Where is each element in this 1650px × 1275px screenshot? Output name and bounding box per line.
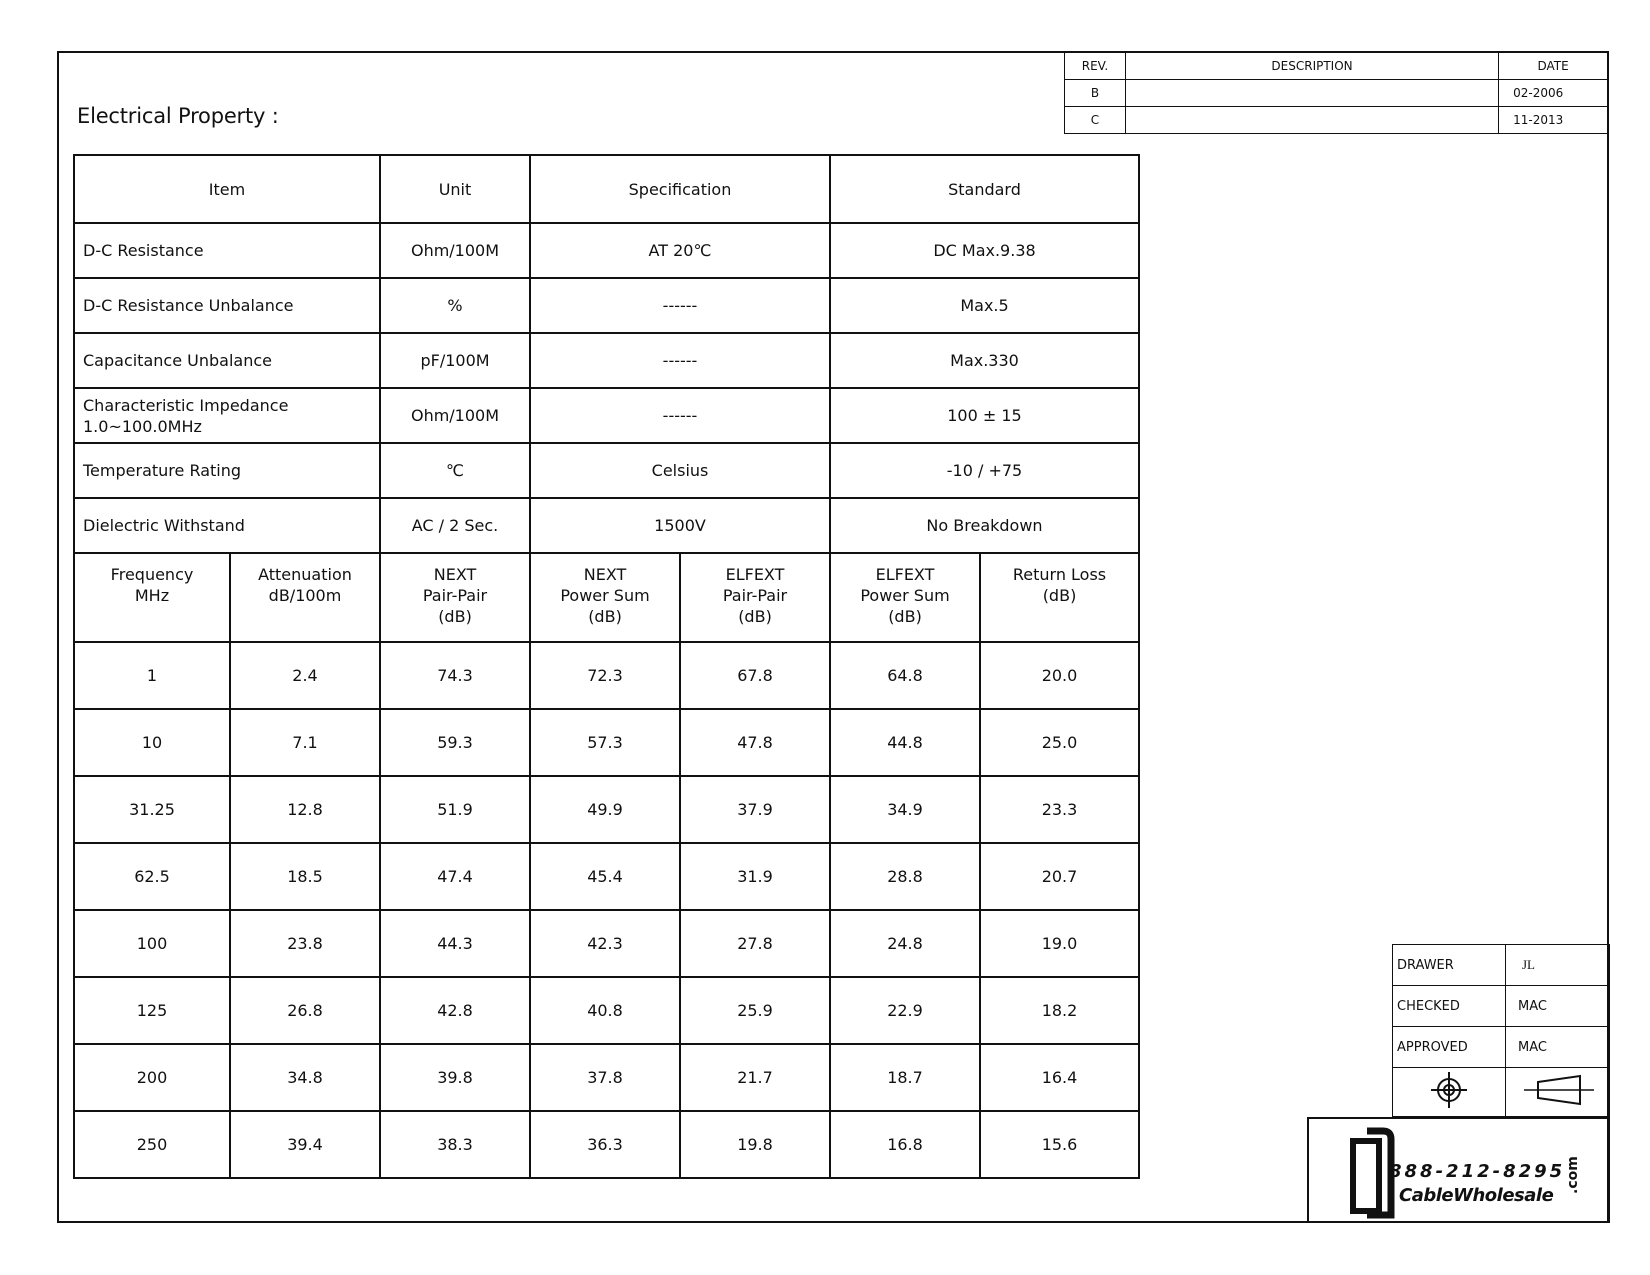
elfext-powersum-cell: 34.9: [830, 776, 980, 843]
attenuation-cell: 7.1: [230, 709, 380, 776]
projection-symbols-row: [1393, 1068, 1610, 1117]
unit-cell: Ohm/100M: [380, 223, 530, 278]
header-line: (dB): [888, 606, 922, 626]
drawer-value: JL: [1506, 945, 1610, 986]
date-header: DATE: [1499, 53, 1608, 80]
header-line: NEXT: [433, 564, 477, 584]
unit-cell: Ohm/100M: [380, 388, 530, 443]
date-cell: 11-2013: [1499, 107, 1608, 134]
item-cell: Capacitance Unbalance: [74, 333, 380, 388]
next-pair-cell: 39.8: [380, 1044, 530, 1111]
standard-cell: DC Max.9.38: [830, 223, 1139, 278]
elfext-pair-cell: 67.8: [680, 642, 830, 709]
property-row: [74, 498, 1139, 553]
header-line: ELFEXT: [725, 564, 785, 584]
spec-cell: ------: [530, 278, 830, 333]
next-powersum-cell: 72.3: [530, 642, 680, 709]
projection-cone-icon: [1506, 1068, 1610, 1117]
revision-row: [1065, 80, 1608, 107]
elfext-powersum-cell: 24.8: [830, 910, 980, 977]
elfext-pair-cell: 37.9: [680, 776, 830, 843]
return-loss-cell: 25.0: [980, 709, 1139, 776]
logo-suffix: .com: [1565, 1156, 1581, 1194]
item-cell: D-C Resistance Unbalance: [74, 278, 380, 333]
frequency-header-row: [74, 553, 1139, 642]
attenuation-cell: 12.8: [230, 776, 380, 843]
company-logo: [1307, 1117, 1610, 1223]
elfext-powersum-cell: 18.7: [830, 1044, 980, 1111]
next-powersum-cell: 36.3: [530, 1111, 680, 1178]
spec-cell: ------: [530, 333, 830, 388]
elfext-powersum-cell: 64.8: [830, 642, 980, 709]
header-line: Return Loss: [1012, 564, 1107, 584]
spec-cell: 1500V: [530, 498, 830, 553]
elfext-pair-cell: 21.7: [680, 1044, 830, 1111]
frequency-row: [74, 1111, 1139, 1178]
next-powersum-cell: 45.4: [530, 843, 680, 910]
spec-cell: Celsius: [530, 443, 830, 498]
return-loss-header: [980, 553, 1139, 642]
header-line: ELFEXT: [875, 564, 935, 584]
frequency-row: [74, 910, 1139, 977]
frequency-row: [74, 1044, 1139, 1111]
item-cell: D-C Resistance: [74, 223, 380, 278]
standard-cell: Max.330: [830, 333, 1139, 388]
item-cell: Dielectric Withstand: [74, 498, 380, 553]
return-loss-cell: 20.0: [980, 642, 1139, 709]
header-line: NEXT: [583, 564, 627, 584]
header-line: Frequency: [110, 564, 194, 584]
return-loss-cell: 23.3: [980, 776, 1139, 843]
next-pair-cell: 74.3: [380, 642, 530, 709]
frequency-header: [74, 553, 230, 642]
next-powersum-cell: 40.8: [530, 977, 680, 1044]
frequency-cell: 10: [74, 709, 230, 776]
header-line: dB/100m: [268, 585, 342, 605]
attenuation-cell: 34.8: [230, 1044, 380, 1111]
frequency-row: [74, 709, 1139, 776]
elfext-powersum-cell: 28.8: [830, 843, 980, 910]
header-line: Power Sum: [560, 585, 650, 605]
item-header: Item: [74, 155, 380, 223]
spec-cell: AT 20℃: [530, 223, 830, 278]
frequency-cell: 62.5: [74, 843, 230, 910]
next-powersum-header: [530, 553, 680, 642]
elfext-powersum-header: [830, 553, 980, 642]
frequency-table: [73, 552, 1140, 1179]
frequency-row: [74, 776, 1139, 843]
projection-target-icon: [1393, 1068, 1506, 1117]
property-table: [73, 154, 1140, 554]
next-pair-cell: 38.3: [380, 1111, 530, 1178]
unit-cell: ℃: [380, 443, 530, 498]
property-row: [74, 278, 1139, 333]
frequency-row: [74, 843, 1139, 910]
header-line: MHz: [134, 585, 170, 605]
specification-header: Specification: [530, 155, 830, 223]
next-pair-cell: 51.9: [380, 776, 530, 843]
approval-row: [1393, 986, 1610, 1027]
date-cell: 02-2006: [1499, 80, 1608, 107]
property-row: [74, 223, 1139, 278]
next-powersum-cell: 57.3: [530, 709, 680, 776]
standard-header: Standard: [830, 155, 1139, 223]
unit-cell: AC / 2 Sec.: [380, 498, 530, 553]
checked-value: MAC: [1506, 986, 1610, 1027]
description-header: DESCRIPTION: [1125, 53, 1498, 80]
standard-cell: -10 / +75: [830, 443, 1139, 498]
standard-cell: Max.5: [830, 278, 1139, 333]
description-cell: [1125, 107, 1498, 134]
header-line: Pair-Pair: [722, 585, 788, 605]
frequency-cell: 125: [74, 977, 230, 1044]
property-row: [74, 388, 1139, 443]
next-powersum-cell: 49.9: [530, 776, 680, 843]
property-row: [74, 333, 1139, 388]
frequency-cell: 250: [74, 1111, 230, 1178]
attenuation-cell: 2.4: [230, 642, 380, 709]
revision-table: [1064, 52, 1608, 134]
frequency-row: [74, 977, 1139, 1044]
header-line: Power Sum: [860, 585, 950, 605]
unit-header: Unit: [380, 155, 530, 223]
item-cell: Temperature Rating: [74, 443, 380, 498]
revision-row: [1065, 107, 1608, 134]
rev-header: REV.: [1065, 53, 1126, 80]
header-line: Attenuation: [258, 564, 352, 584]
next-powersum-cell: 37.8: [530, 1044, 680, 1111]
elfext-powersum-cell: 44.8: [830, 709, 980, 776]
item-cell: Characteristic Impedance 1.0~100.0MHz: [74, 388, 380, 443]
elfext-powersum-cell: 16.8: [830, 1111, 980, 1178]
next-pair-cell: 42.8: [380, 977, 530, 1044]
elfext-pair-cell: 31.9: [680, 843, 830, 910]
page-title: Electrical Property :: [77, 104, 279, 128]
frequency-cell: 31.25: [74, 776, 230, 843]
property-row: [74, 443, 1139, 498]
frequency-cell: 200: [74, 1044, 230, 1111]
elfext-pair-cell: 47.8: [680, 709, 830, 776]
checked-label: CHECKED: [1393, 986, 1506, 1027]
frequency-row: [74, 642, 1139, 709]
logo-name: CableWholesale: [1399, 1185, 1554, 1206]
elfext-powersum-cell: 22.9: [830, 977, 980, 1044]
attenuation-cell: 23.8: [230, 910, 380, 977]
property-header-row: [74, 155, 1139, 223]
spec-cell: ------: [530, 388, 830, 443]
approved-label: APPROVED: [1393, 1027, 1506, 1068]
unit-cell: %: [380, 278, 530, 333]
frequency-cell: 1: [74, 642, 230, 709]
approved-value: MAC: [1506, 1027, 1610, 1068]
rev-cell: C: [1065, 107, 1126, 134]
return-loss-cell: 20.7: [980, 843, 1139, 910]
elfext-pair-header: [680, 553, 830, 642]
next-pair-header: [380, 553, 530, 642]
standard-cell: 100 ± 15: [830, 388, 1139, 443]
drawer-label: DRAWER: [1393, 945, 1506, 986]
header-line: Pair-Pair: [422, 585, 488, 605]
next-pair-cell: 59.3: [380, 709, 530, 776]
logo-mark-icon: [1345, 1127, 1395, 1219]
electrical-property-tables: [73, 154, 1138, 1179]
approval-row: [1393, 1027, 1610, 1068]
next-pair-cell: 44.3: [380, 910, 530, 977]
next-powersum-cell: 42.3: [530, 910, 680, 977]
return-loss-cell: 19.0: [980, 910, 1139, 977]
header-line: (dB): [1042, 585, 1077, 605]
approval-row: [1393, 945, 1610, 986]
description-cell: [1125, 80, 1498, 107]
frequency-cell: 100: [74, 910, 230, 977]
standard-cell: No Breakdown: [830, 498, 1139, 553]
logo-phone: 888-212-8295: [1389, 1161, 1566, 1182]
attenuation-cell: 18.5: [230, 843, 380, 910]
revision-header-row: [1065, 53, 1608, 80]
elfext-pair-cell: 27.8: [680, 910, 830, 977]
elfext-pair-cell: 19.8: [680, 1111, 830, 1178]
rev-cell: B: [1065, 80, 1126, 107]
attenuation-cell: 39.4: [230, 1111, 380, 1178]
return-loss-cell: 16.4: [980, 1044, 1139, 1111]
approval-table: [1392, 944, 1610, 1117]
return-loss-cell: 15.6: [980, 1111, 1139, 1178]
attenuation-cell: 26.8: [230, 977, 380, 1044]
next-pair-cell: 47.4: [380, 843, 530, 910]
header-line: (dB): [588, 606, 622, 626]
attenuation-header: [230, 553, 380, 642]
unit-cell: pF/100M: [380, 333, 530, 388]
elfext-pair-cell: 25.9: [680, 977, 830, 1044]
header-line: (dB): [738, 606, 772, 626]
header-line: (dB): [438, 606, 472, 626]
return-loss-cell: 18.2: [980, 977, 1139, 1044]
